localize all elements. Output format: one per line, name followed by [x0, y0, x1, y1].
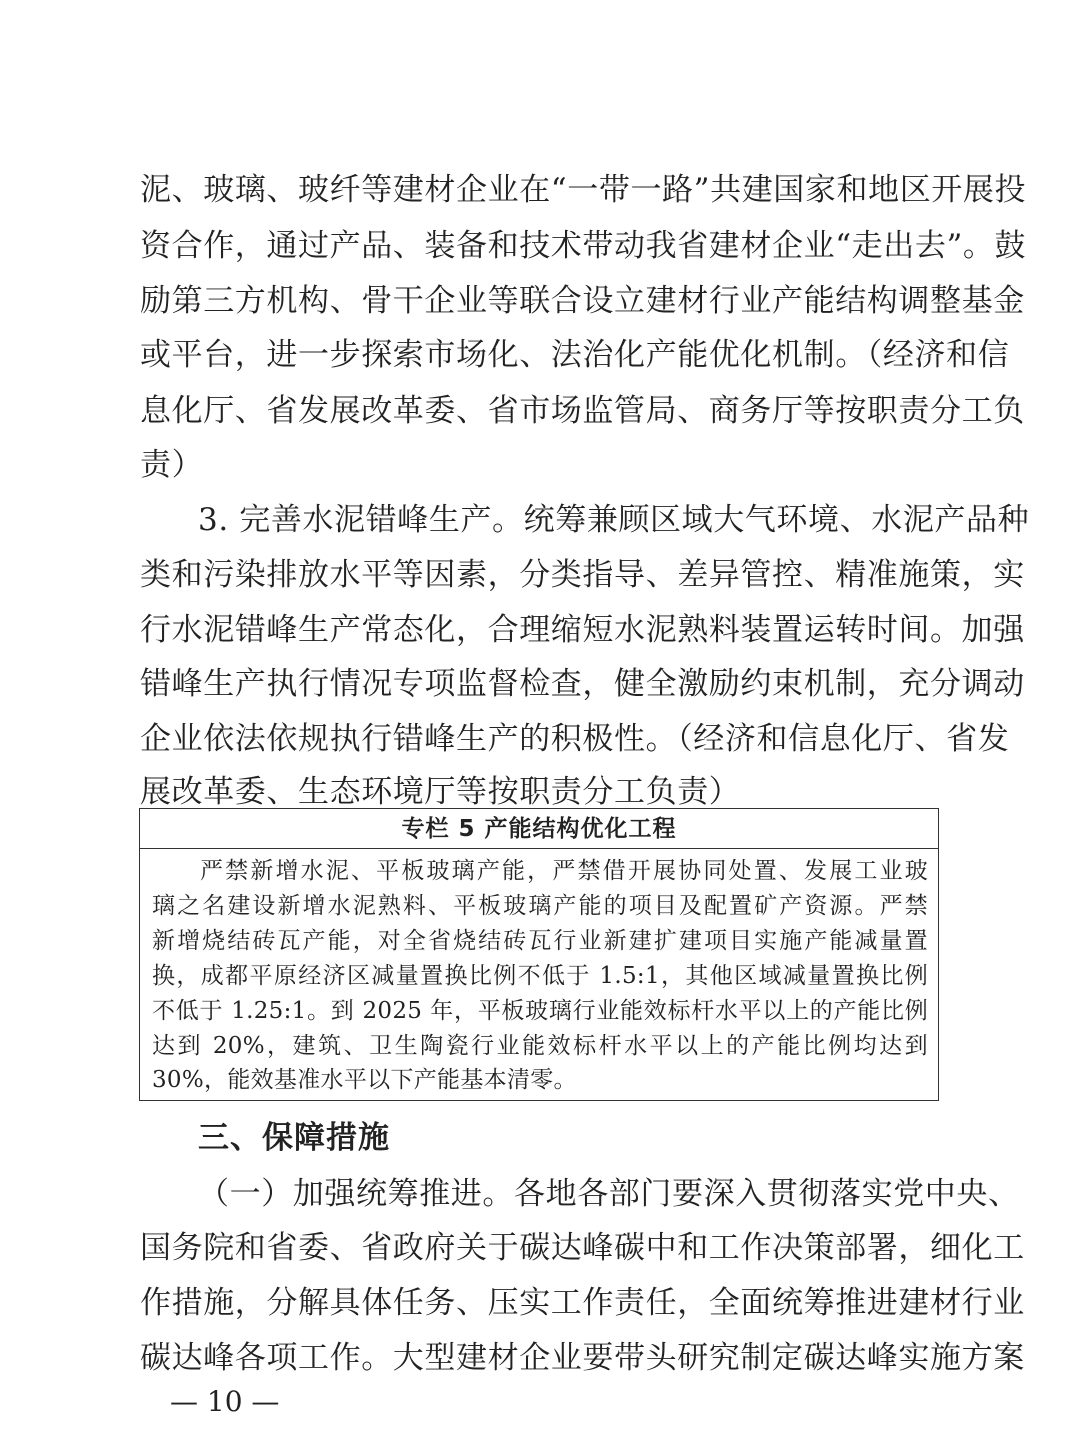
column-box-title: 专栏 5 产能结构优化工程 — [140, 809, 938, 849]
text-line: 责） — [140, 447, 204, 483]
text-line: 碳达峰各项工作。大型建材企业要带头研究制定碳达峰实施方案 — [140, 1340, 1025, 1376]
box-text-line: 璃之名建设新增水泥熟料、平板玻璃产能的项目及配置矿产资源。严禁 — [152, 893, 928, 919]
text-line: 行水泥错峰生产常态化，合理缩短水泥熟料装置运转时间。加强 — [140, 612, 1025, 648]
box-text-line: 不低于 1.25:1。到 2025 年，平板玻璃行业能效标杆水平以上的产能比例 — [152, 998, 928, 1024]
text-line: 国务院和省委、省政府关于碳达峰碳中和工作决策部署，细化工 — [140, 1230, 1025, 1266]
page-number: — 10 — — [170, 1385, 280, 1418]
box-text-line: 严禁新增水泥、平板玻璃产能，严禁借开展协同处置、发展工业玻 — [200, 858, 928, 884]
text-line: 展改革委、生态环境厅等按职责分工负责） — [140, 774, 741, 810]
text-line: 或平台，进一步探索市场化、法治化产能优化机制。（经济和信 — [140, 337, 1010, 373]
text-line: 类和污染排放水平等因素，分类指导、差异管控、精准施策，实 — [140, 557, 1025, 593]
text-line: 资合作，通过产品、装备和技术带动我省建材企业“走出去”。鼓 — [140, 228, 1027, 264]
text-line: 3. 完善水泥错峰生产。统筹兼顾区域大气环境、水泥产品种 — [198, 502, 1030, 538]
box-text-line: 达到 20%，建筑、卫生陶瓷行业能效标杆水平以上的产能比例均达到 — [152, 1033, 928, 1059]
text-line: 企业依法依规执行错峰生产的积极性。（经济和信息化厅、省发 — [140, 721, 1010, 757]
column-box — [139, 808, 939, 1101]
section-heading: 三、保障措施 — [198, 1120, 390, 1156]
text-line: 息化厅、省发展改革委、省市场监管局、商务厅等按职责分工负 — [140, 393, 1025, 429]
box-text-line: 新增烧结砖瓦产能，对全省烧结砖瓦行业新建扩建项目实施产能减量置 — [152, 928, 928, 954]
box-text-line: 换，成都平原经济区减量置换比例不低于 1.5:1，其他区域减量置换比例 — [152, 963, 928, 989]
text-line: 作措施，分解具体任务、压实工作责任，全面统筹推进建材行业 — [140, 1285, 1025, 1321]
box-text-line: 30%，能效基准水平以下产能基本清零。 — [152, 1067, 577, 1093]
text-line: 泥、玻璃、玻纤等建材企业在“一带一路”共建国家和地区开展投 — [140, 172, 1027, 208]
text-line: （一）加强统筹推进。各地各部门要深入贯彻落实党中央、 — [198, 1176, 1020, 1212]
text-line: 励第三方机构、骨干企业等联合设立建材行业产能结构调整基金 — [140, 283, 1025, 319]
text-line: 错峰生产执行情况专项监督检查，健全激励约束机制，充分调动 — [140, 666, 1025, 702]
